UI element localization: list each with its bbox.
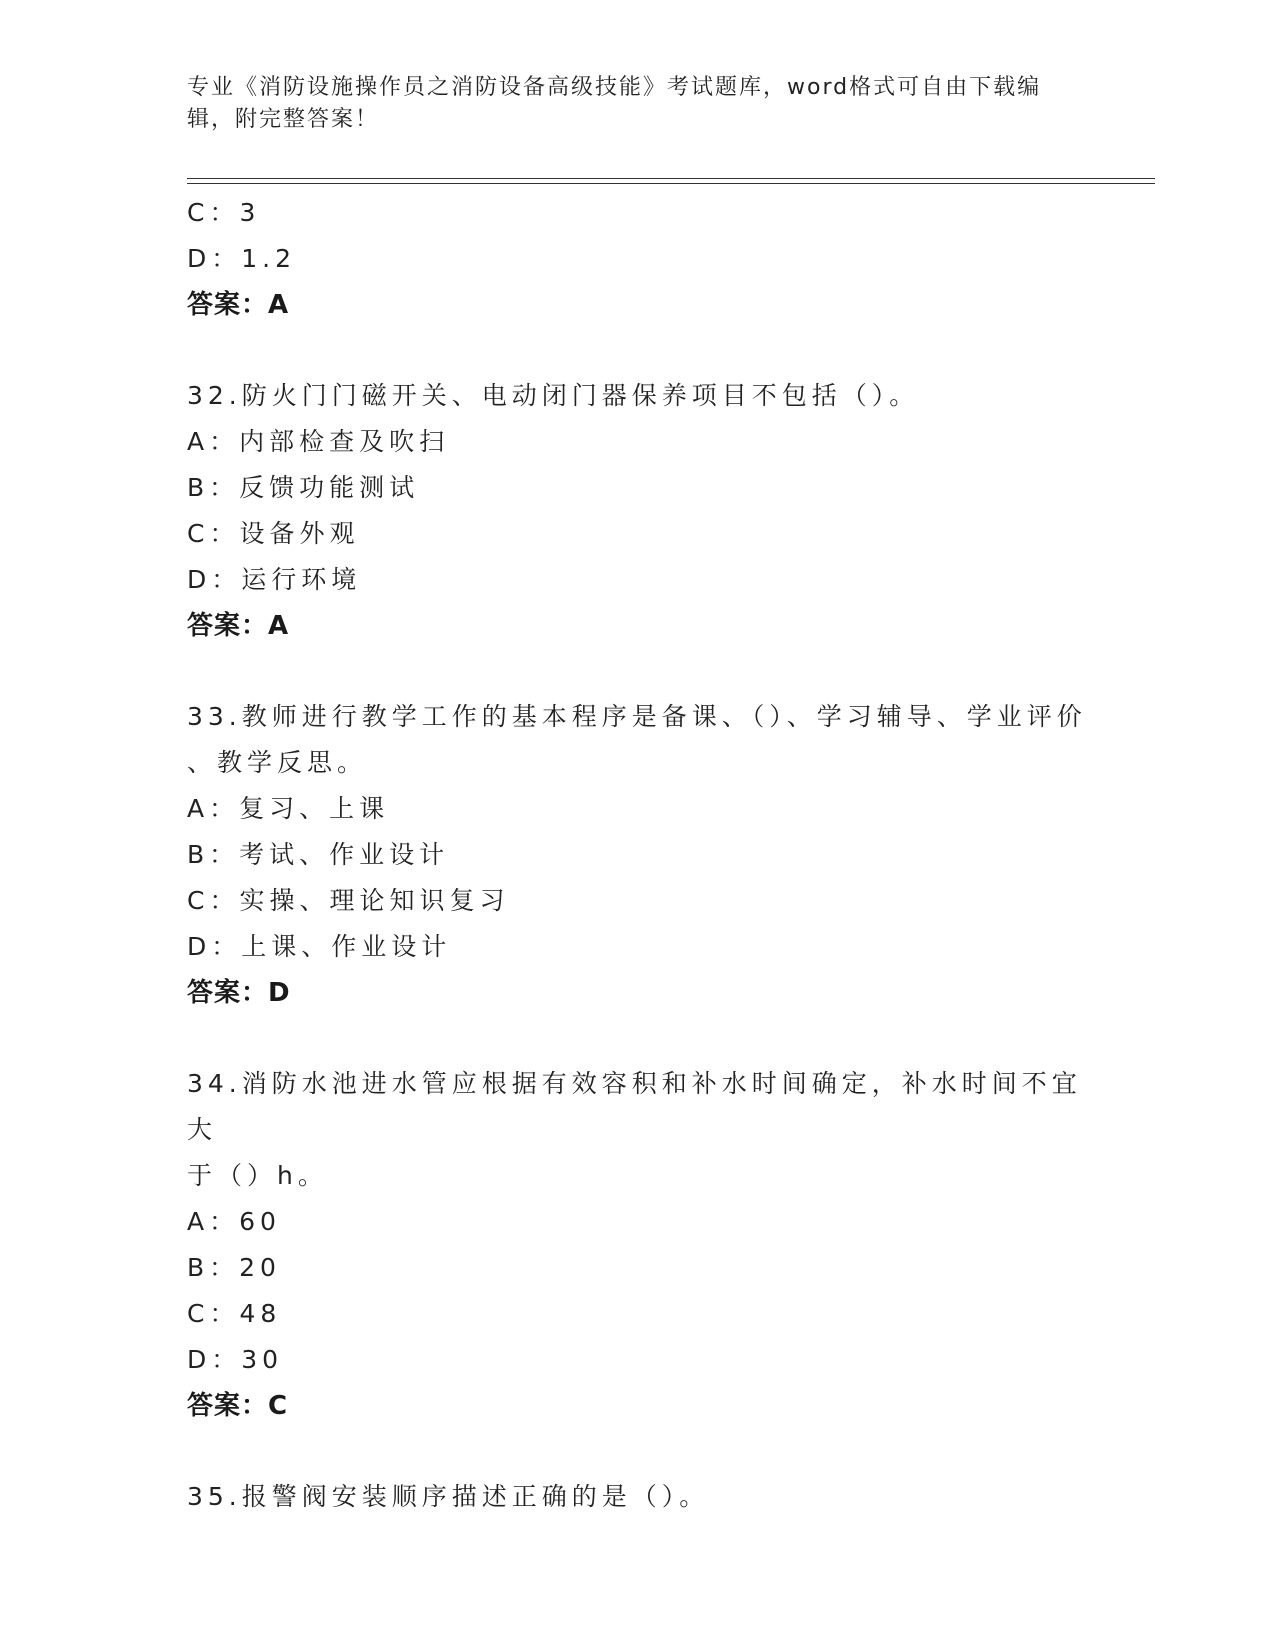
answer-line: 答案：D <box>187 978 291 1008</box>
answer-line: 答案：A <box>187 611 290 641</box>
question-stem: 34.消防水池进水管应根据有效容积和补水时间确定，补水时间不宜大 <box>187 1069 1082 1144</box>
question-33 <box>187 694 1087 1016</box>
option-c: C：48 <box>187 1299 282 1328</box>
answer-line: 答案：C <box>187 1391 289 1421</box>
question-stem-continued: 于（）h。 <box>187 1161 328 1190</box>
option-b: B：考试、作业设计 <box>187 840 450 869</box>
option-d: D：30 <box>187 1345 284 1374</box>
question-stem: 32.防火门门磁开关、电动闭门器保养项目不包括（）。 <box>187 381 920 410</box>
header-divider-top <box>187 178 1155 179</box>
option-a: A：内部检查及吹扫 <box>187 427 450 456</box>
question-stem-continued: 、教学反思。 <box>187 748 368 777</box>
option-c: C：3 <box>187 198 261 227</box>
option-c: C：实操、理论知识复习 <box>187 886 510 915</box>
question-stem: 33.教师进行教学工作的基本程序是备课、（）、学习辅导、学业评价 <box>187 702 1087 731</box>
option-a: A：复习、上课 <box>187 794 390 823</box>
option-d: D：运行环境 <box>187 565 362 594</box>
header-line-1: 专业《消防设施操作员之消防设备高级技能》考试题库，word格式可自由下载编 <box>187 75 1042 100</box>
option-d: D：1.2 <box>187 244 297 273</box>
carryover-question <box>187 190 1087 328</box>
header-line-2: 辑，附完整答案！ <box>187 107 380 132</box>
question-35 <box>187 1474 1087 1520</box>
document-header <box>187 72 1067 136</box>
question-list <box>187 190 1087 1520</box>
header-divider-bottom <box>187 183 1155 184</box>
question-32 <box>187 373 1087 649</box>
option-a: A：60 <box>187 1207 281 1236</box>
answer-line: 答案：A <box>187 290 290 320</box>
option-b: B：反馈功能测试 <box>187 473 420 502</box>
option-d: D：上课、作业设计 <box>187 932 452 961</box>
option-c: C：设备外观 <box>187 519 360 548</box>
question-stem: 35.报警阀安装顺序描述正确的是（）。 <box>187 1482 710 1511</box>
option-b: B：20 <box>187 1253 281 1282</box>
question-34 <box>187 1061 1087 1429</box>
